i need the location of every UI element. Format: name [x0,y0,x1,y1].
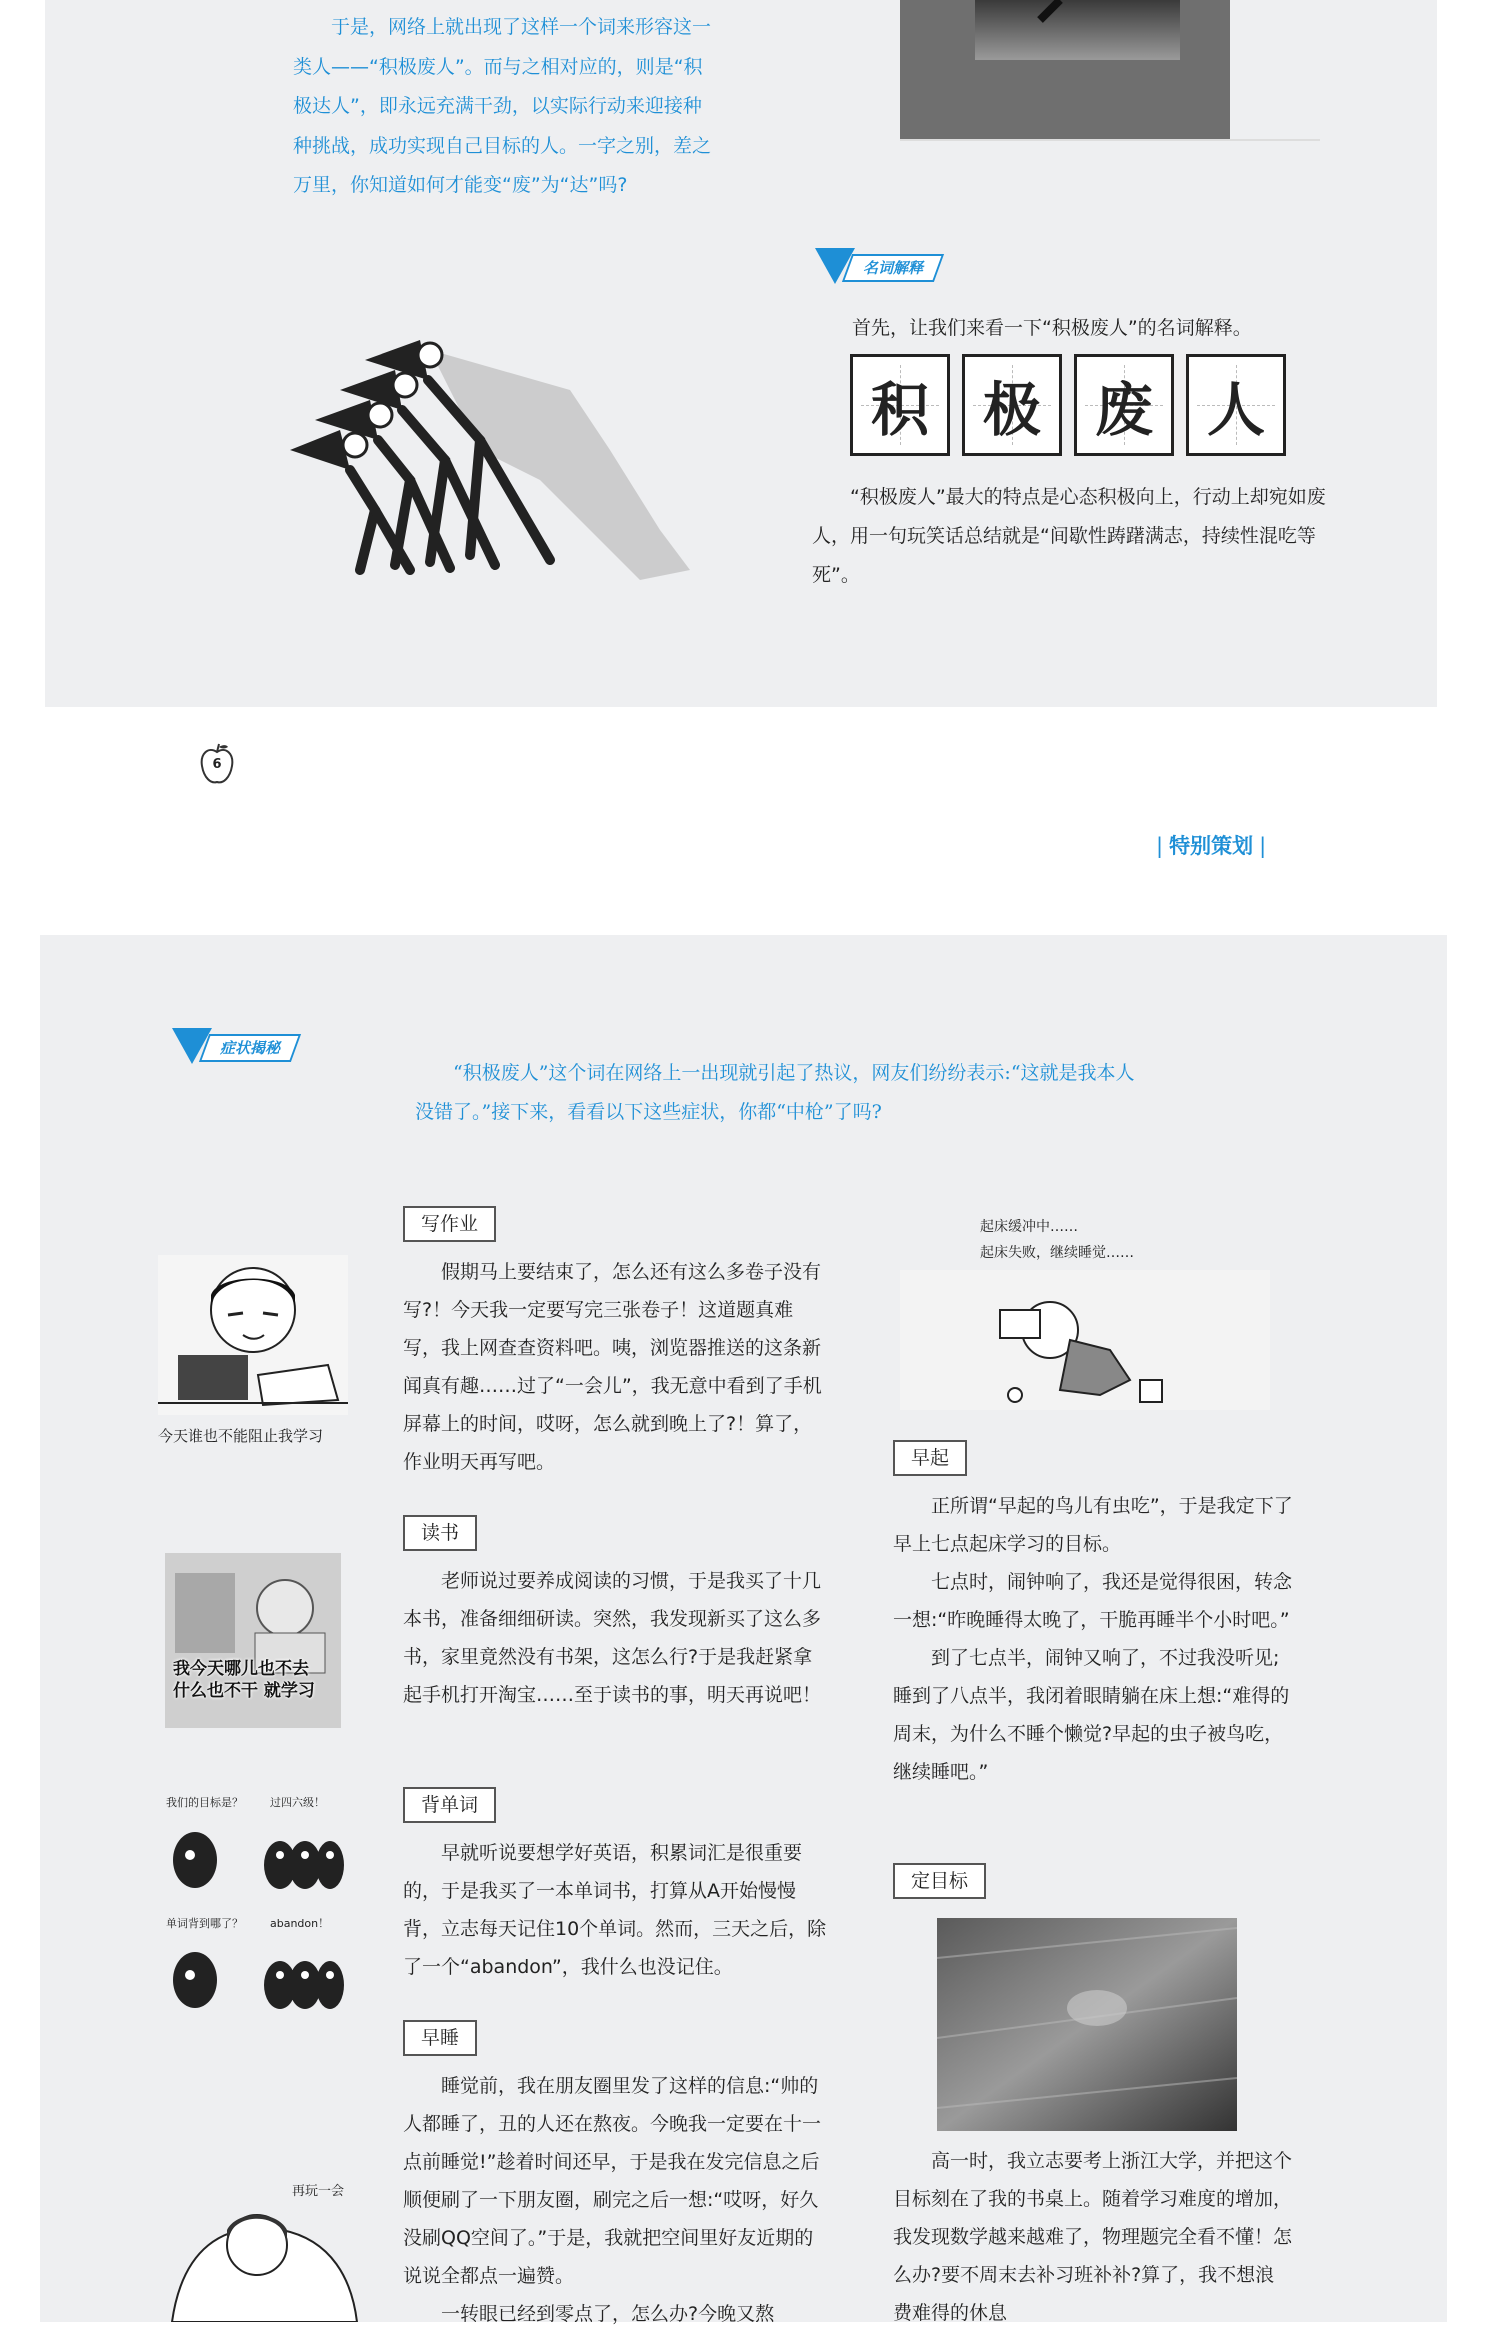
symptoms-lead-text: “积极废人”这个词在网络上一出现就引起了热议，网友们纷纷表示:“这就是我本人没错了。”接下来，看看以下这些症状，你都“中枪”了吗? [415,1062,1135,1123]
megaphone-runners-illustration [280,330,700,590]
symptoms-lead [415,1054,1135,1132]
comic-illustration: 起床缓冲中…… 起床失败，继续睡觉…… [900,1210,1270,1410]
term-char: 积 [850,354,950,456]
symptoms-tag-label: 症状揭秘 [220,1039,281,1057]
section-title-homework: 写作业 [403,1206,496,1242]
section-header: | 特别策划 | [1156,834,1267,858]
sleep-bubble: 再玩一会 [292,2184,345,2199]
meme-image-1 [158,1255,348,1415]
section-title-goal: 定目标 [893,1863,986,1899]
section-header-label: 特别策划 [1169,834,1254,858]
term-char: 废 [1074,354,1174,456]
section-body-earlyrise: 正所谓“早起的鸟儿有虫吃”，于是我定下了早上七点起床学习的目标。 七点时，闹钟响了，我还是觉得很困，转念一想:“昨晚睡得太晚了，干脆再睡半个小时吧。” 到了七点半，闹钟又响了，不过我没听见;睡到了八点半，我闭着眼睛躺在床上想:“难得的周末，为什么不睡个懒觉?早起的虫子被鸟吃，继续睡吧。” [893,1495,1293,1783]
section-body-sleep: 睡觉前，我在朋友圈里发了这样的信息:“帅的人都睡了，丑的人还在熬夜。今晚我一定要在十一点前睡觉!”趁着时间还早，于是我在发完信息之后顺便刷了一下朋友圈，刷完之后一想:“哎呀，好久没刷QQ空间了。”于是，我就把空间里好友近期的说说全都点一遍赞。 一转眼已经到零点了，怎么办?今晚又熬 [403,2075,822,2325]
section-title-vocab: 背单词 [403,1787,496,1823]
definition-tag-label: 名词解释 [863,259,924,277]
term-char: 人 [1186,354,1286,456]
meme-image-4 [162,2150,362,2322]
aerial-photo [937,1918,1237,2131]
definition-intro: 首先，让我们来看一下“积极废人”的名词解释。 [852,317,1252,339]
meme-caption-2: 我今天哪儿也不去 什么也不干 就学习 [173,1659,315,1701]
intro-text: 于是，网络上就出现了这样一个词来形容这一类人——“积极废人”。而与之相对应的，则是“积极达人”，即永远充满干劲，以实际行动来迎接种种挑战，成功实现自己目标的人。一字之别，差之万里，你知道如何才能变“废”为“达”吗? [293,16,712,197]
term-char: 极 [962,354,1062,456]
section-body-homework: 假期马上要结束了，怎么还有这么多卷子没有写?！今天我一定要写完三张卷子！这道题真难写，我上网查查资料吧。咦，浏览器推送的这条新闻真有趣……过了“一会儿”，我无意中看到了手机屏幕上的时间，哎呀，怎么就到晚上了?！算了，作业明天再写吧。 [403,1261,822,1473]
section-body-goal: 高一时，我立志要考上浙江大学，并把这个目标刻在了我的书桌上。随着学习难度的增加，我发现数学越来越难了，物理题完全看不懂！怎么办?要不周末去补习班补补?算了，我不想浪费难得的休息 [893,2150,1293,2324]
meme-caption-1: 今天谁也不能阻止我学习 [158,1427,324,1445]
definition-body [812,478,1332,595]
definition-tag [815,248,1015,288]
section-body-vocab: 早就听说要想学好英语，积累词汇是很重要的，于是我买了一本单词书，打算从A开始慢慢背，立志每天记住10个单词。然而，三天之后，除了一个“abandon”，我什么也没记住。 [403,1842,827,1978]
page-number-text: 6 [212,757,222,772]
meme-image-3: 我们的目标是？ 过四六级！ 单词背到哪了？ abandon！ [160,1790,345,2035]
intro-paragraph [293,8,713,206]
top-illustration [900,0,1320,145]
section-title-reading: 读书 [403,1515,477,1551]
meme-image-2 [165,1553,341,1728]
page-number [198,742,236,786]
section-body-reading: 老师说过要养成阅读的习惯，于是我买了十几本书，准备细细研读。突然，我发现新买了这么多书，家里竟然没有书架，这怎么行?于是我赶紧拿起手机打开淘宝……至于读书的事，明天再说吧！ [403,1570,822,1706]
definition-body-text: “积极废人”最大的特点是心态积极向上，行动上却宛如废人，用一句玩笑话总结就是“间歇性踌躇满志，持续性混吃等死”。 [812,486,1326,586]
term-characters [850,354,1310,472]
section-title-earlyrise: 早起 [893,1440,967,1476]
section-title-sleep: 早睡 [403,2020,477,2056]
symptoms-tag [172,1028,372,1068]
